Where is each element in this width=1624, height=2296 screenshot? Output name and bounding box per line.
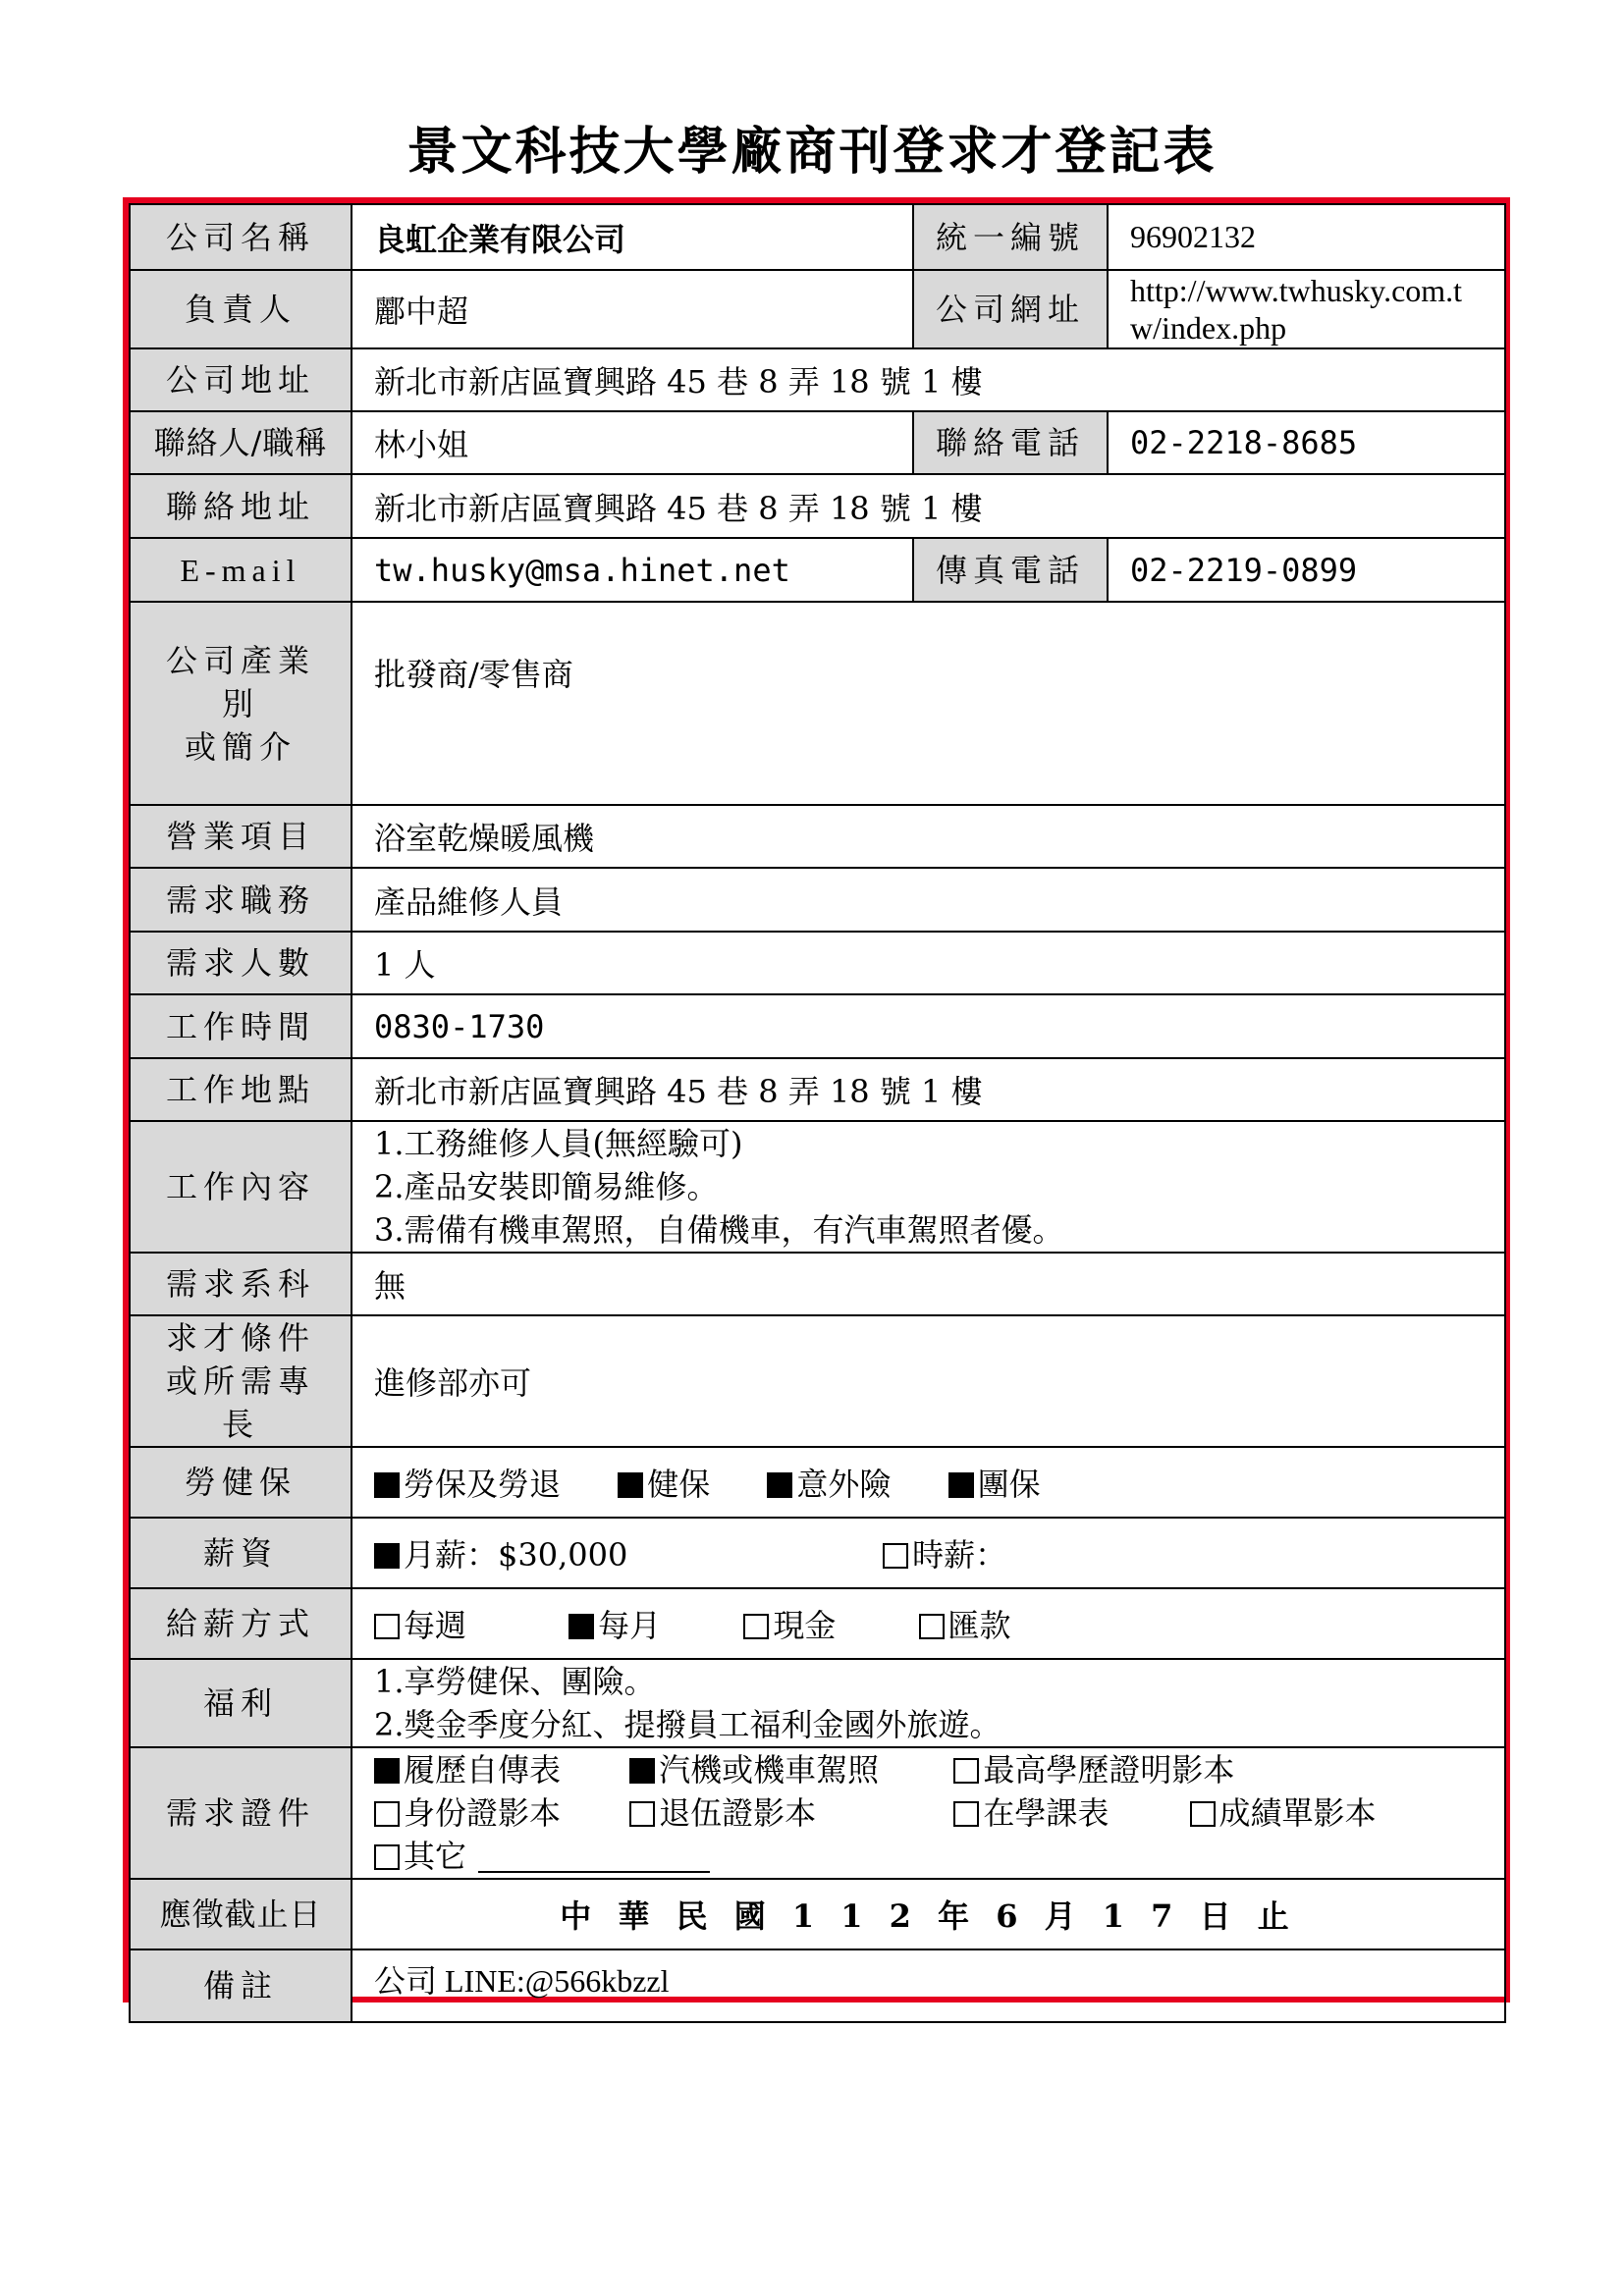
row-industry [130,602,1505,805]
document-option-other[interactable]: 其它 [374,1835,710,1878]
checkbox-icon[interactable] [629,1801,655,1827]
insurance-option[interactable]: 勞保及勞退 [374,1460,561,1505]
checkbox-icon[interactable] [883,1543,908,1569]
owner-value: 酈中超 [352,270,913,348]
website-line-1: http://www.twhusky.com.t [1130,273,1463,308]
deadline-label: 應徵截止日 [130,1879,352,1949]
industry-label-line-2: 或簡介 [184,727,297,766]
tax-id-label: 統一編號 [913,204,1108,270]
row-pay-method [130,1588,1505,1659]
insurance-option[interactable]: 團保 [948,1460,1041,1505]
row-insurance [130,1447,1505,1518]
checkbox-icon[interactable] [374,1543,400,1569]
benefits-label: 福利 [130,1659,352,1747]
row-company-address [130,348,1505,411]
form-title: 景文科技大學廠商刊登求才登記表 [406,122,1218,182]
deadline-value: 中 華 民 國 1 1 2 年 6 月 1 7 日 止 [352,1879,1505,1949]
requirements-label [130,1315,352,1447]
contact-phone-value: 02-2218-8685 [1108,411,1505,474]
industry-label-line-1: 公司產業別 [165,641,315,722]
work-location-label: 工作地點 [130,1058,352,1121]
company-address-label: 公司地址 [130,348,352,411]
checkbox-icon[interactable] [374,1758,400,1784]
fax-value: 02-2219-0899 [1108,538,1505,602]
benefits-line-2: 2.獎金季度分紅、提撥員工福利金國外旅遊。 [374,1706,1001,1743]
headcount-value: 1 人 [352,932,1505,994]
row-benefits [130,1659,1505,1747]
job-content-line-2: 2.產品安裝即簡易維修。 [374,1168,719,1205]
job-title-value: 產品維修人員 [352,868,1505,932]
website-line-2: w/index.php [1130,310,1287,346]
work-location-value: 新北市新店區寶興路 45 巷 8 弄 18 號 1 樓 [352,1058,1505,1121]
notes-label: 備註 [130,1949,352,2022]
requirements-value: 進修部亦可 [352,1315,1505,1447]
job-title-label: 需求職務 [130,868,352,932]
headcount-label: 需求人數 [130,932,352,994]
contact-address-value: 新北市新店區寶興路 45 巷 8 弄 18 號 1 樓 [352,474,1505,538]
insurance-option[interactable]: 健保 [618,1460,710,1505]
pay-method-option[interactable]: 每月 [568,1601,686,1646]
document-option[interactable]: 最高學歷證明影本 [953,1748,1234,1791]
owner-label: 負責人 [130,270,352,348]
document-option[interactable]: 成績單影本 [1190,1791,1377,1835]
department-label: 需求系科 [130,1253,352,1315]
job-content-line-3: 3.需備有機車駕照，自備機車，有汽車駕照者優。 [374,1211,1064,1249]
row-deadline [130,1879,1505,1949]
insurance-label: 勞健保 [130,1447,352,1518]
row-contact-address [130,474,1505,538]
row-notes [130,1949,1505,2022]
pay-method-option[interactable]: 匯款 [919,1601,1011,1646]
document-option[interactable]: 在學課表 [953,1791,1160,1835]
row-salary [130,1518,1505,1588]
checkbox-icon[interactable] [919,1614,945,1639]
documents-label: 需求證件 [130,1747,352,1879]
row-owner [130,270,1505,348]
row-job-title [130,868,1505,932]
company-name-label: 公司名稱 [130,204,352,270]
checkbox-icon[interactable] [767,1472,792,1498]
pay-method-option[interactable]: 現金 [743,1601,861,1646]
department-value: 無 [352,1253,1505,1315]
business-items-value: 浴室乾燥暖風機 [352,805,1505,868]
documents-options [352,1747,1505,1879]
salary-option-hourly[interactable]: 時薪： [883,1530,1006,1575]
checkbox-icon[interactable] [374,1614,400,1639]
row-job-content [130,1121,1505,1253]
industry-label [130,602,352,805]
insurance-options [352,1447,1505,1518]
pay-method-label: 給薪方式 [130,1588,352,1659]
checkbox-icon[interactable] [374,1801,400,1827]
checkbox-icon[interactable] [953,1801,979,1827]
salary-option-monthly[interactable]: 月薪：$30,000 [374,1530,826,1575]
row-contact [130,411,1505,474]
website-value [1108,270,1505,348]
job-content-value [352,1121,1505,1253]
requirements-label-line-1: 求才條件 [165,1319,315,1357]
contact-person-value: 林小姐 [352,411,913,474]
salary-label: 薪資 [130,1518,352,1588]
requirements-label-line-2: 或所需專長 [165,1362,315,1443]
pay-method-options [352,1588,1505,1659]
email-label: E-mail [130,538,352,602]
company-name-value: 良虹企業有限公司 [352,204,913,270]
row-documents [130,1747,1505,1879]
checkbox-icon[interactable] [568,1614,594,1639]
contact-phone-label: 聯絡電話 [913,411,1108,474]
job-content-label: 工作內容 [130,1121,352,1253]
email-value: tw.husky@msa.hinet.net [352,538,913,602]
row-headcount [130,932,1505,994]
fax-label: 傳真電話 [913,538,1108,602]
row-email [130,538,1505,602]
salary-options [352,1518,1505,1588]
document-option[interactable]: 身份證影本 [374,1791,600,1835]
checkbox-icon[interactable] [618,1472,643,1498]
document-option[interactable]: 汽機或機車駕照 [629,1748,924,1791]
row-company-name [130,204,1505,270]
tax-id-value: 96902132 [1108,204,1505,270]
row-requirements [130,1315,1505,1447]
company-address-value: 新北市新店區寶興路 45 巷 8 弄 18 號 1 樓 [352,348,1505,411]
recruitment-form-table [129,203,1506,2023]
industry-value: 批發商/零售商 [352,602,1505,805]
job-content-line-1: 1.工務維修人員(無經驗可) [374,1125,743,1162]
row-department [130,1253,1505,1315]
business-items-label: 營業項目 [130,805,352,868]
notes-value: 公司 LINE:@566kbzzl [352,1949,1505,2022]
pay-method-option[interactable]: 每週 [374,1601,512,1646]
row-business-items [130,805,1505,868]
benefits-line-1: 1.享勞健保、團險。 [374,1663,656,1700]
row-work-location [130,1058,1505,1121]
work-hours-value: 0830-1730 [352,994,1505,1058]
checkbox-icon[interactable] [374,1472,400,1498]
row-work-hours [130,994,1505,1058]
document-option[interactable]: 履歷自傳表 [374,1748,600,1791]
checkbox-icon[interactable] [953,1758,979,1784]
contact-person-label: 聯絡人/職稱 [130,411,352,474]
checkbox-icon[interactable] [629,1758,655,1784]
insurance-option[interactable]: 意外險 [767,1460,891,1505]
website-label: 公司網址 [913,270,1108,348]
checkbox-icon[interactable] [374,1844,400,1870]
document-option[interactable]: 退伍證影本 [629,1791,924,1835]
checkbox-icon[interactable] [1190,1801,1216,1827]
work-hours-label: 工作時間 [130,994,352,1058]
checkbox-icon[interactable] [743,1614,769,1639]
checkbox-icon[interactable] [948,1472,974,1498]
contact-address-label: 聯絡地址 [130,474,352,538]
other-blank-line[interactable] [478,1842,710,1873]
benefits-value [352,1659,1505,1747]
